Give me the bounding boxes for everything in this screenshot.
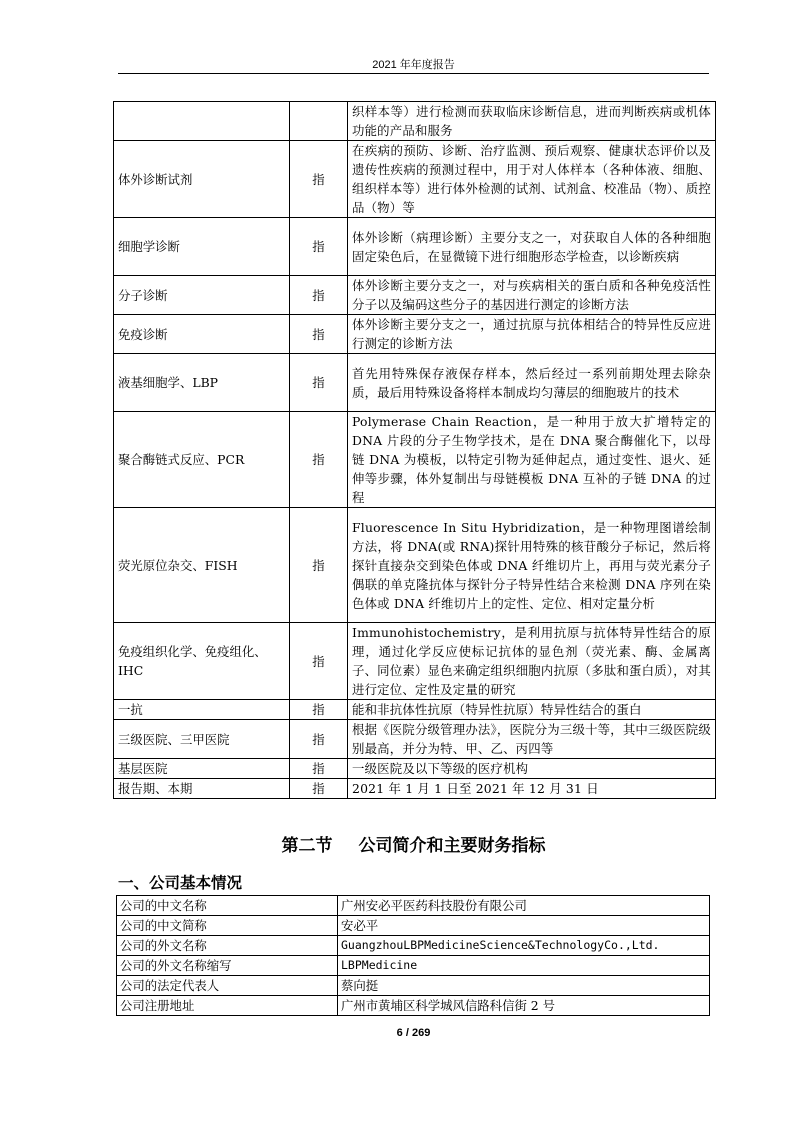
info-value: 广州市黄埔区科学城风信路科信街 2 号 — [338, 996, 710, 1016]
term-cell: 细胞学诊断 — [114, 218, 290, 276]
definition-cell: 体外诊断主要分支之一，对与疾病相关的蛋白质和各种免疫活性分子以及编码这些分子的基因进行测定的诊断方法 — [348, 276, 716, 315]
report-header-title: 2021 年年度报告 — [372, 59, 455, 71]
refers-to-cell: 指 — [290, 779, 348, 799]
term-cell: 免疫组织化学、免疫组化、IHC — [114, 623, 290, 700]
definition-cell: Fluorescence In Situ Hybridization，是一种物理图谱绘制方法，将 DNA(或 RNA)探针用特殊的核苷酸分子标记，然后将探针直接杂交到染色体或 DNA 纤维切片上，再用与荧光素分子偶联的单克隆抗体与探针分子特异性结合来检测 DNA 序列在染色体或 DNA 纤维切片上的定性、定位、相对定量分析 — [348, 508, 716, 623]
term-cell: 聚合酶链式反应、PCR — [114, 412, 290, 508]
info-label: 公司的法定代表人 — [117, 976, 338, 996]
definition-cell: Immunohistochemistry，是利用抗原与抗体特异性结合的原理，通过化学反应使标记抗体的显色剂（荧光素、酶、金属离子、同位素）显色来确定组织细胞内抗原（多肽和蛋白质），对其进行定位、定性及定量的研究 — [348, 623, 716, 700]
term-cell — [114, 102, 290, 141]
table-row — [114, 759, 716, 779]
refers-to-cell: 指 — [290, 412, 348, 508]
refers-to-cell: 指 — [290, 508, 348, 623]
table-row — [114, 141, 716, 218]
table-row — [114, 700, 716, 720]
definitions-table — [113, 101, 716, 799]
refers-to-cell: 指 — [290, 276, 348, 315]
table-row — [114, 779, 716, 799]
term-cell: 荧光原位杂交、FISH — [114, 508, 290, 623]
table-row — [117, 976, 710, 996]
info-label: 公司的外文名称缩写 — [117, 956, 338, 976]
info-value: 蔡向挺 — [338, 976, 710, 996]
table-row — [114, 623, 716, 700]
term-cell: 三级医院、三甲医院 — [114, 720, 290, 759]
refers-to-cell: 指 — [290, 354, 348, 412]
table-row — [117, 996, 710, 1016]
refers-to-cell — [290, 102, 348, 141]
definition-cell: 能和非抗体性抗原（特异性抗原）特异性结合的蛋白 — [348, 700, 716, 720]
table-row — [117, 936, 710, 956]
definition-cell: 一级医院及以下等级的医疗机构 — [348, 759, 716, 779]
table-row — [114, 412, 716, 508]
info-value: GuangzhouLBPMedicineScience&TechnologyCo.,Ltd. — [338, 936, 710, 956]
table-row — [114, 276, 716, 315]
term-cell: 液基细胞学、LBP — [114, 354, 290, 412]
company-info-table — [116, 895, 710, 1016]
refers-to-cell: 指 — [290, 315, 348, 354]
section-title: 公司简介和主要财务指标 — [358, 836, 546, 856]
table-row — [114, 720, 716, 759]
subsection-heading: 一、公司基本情况 — [118, 874, 243, 892]
page-number: 6 / 269 — [396, 1027, 431, 1039]
term-cell: 免疫诊断 — [114, 315, 290, 354]
table-row — [114, 354, 716, 412]
term-cell: 一抗 — [114, 700, 290, 720]
refers-to-cell: 指 — [290, 720, 348, 759]
definition-cell: 根据《医院分级管理办法》，医院分为三级十等，其中三级医院级别最高，并分为特、甲、乙、丙四等 — [348, 720, 716, 759]
refers-to-cell: 指 — [290, 700, 348, 720]
info-label: 公司的中文名称 — [117, 896, 338, 916]
definition-cell: 2021 年 1 月 1 日至 2021 年 12 月 31 日 — [348, 779, 716, 799]
info-label: 公司注册地址 — [117, 996, 338, 1016]
term-cell: 基层医院 — [114, 759, 290, 779]
table-row — [117, 896, 710, 916]
table-row — [117, 956, 710, 976]
info-label: 公司的外文名称 — [117, 936, 338, 956]
table-row — [114, 508, 716, 623]
refers-to-cell: 指 — [290, 141, 348, 218]
info-label: 公司的中文简称 — [117, 916, 338, 936]
definition-cell: 体外诊断主要分支之一，通过抗原与抗体相结合的特异性反应进行测定的诊断方法 — [348, 315, 716, 354]
table-row — [117, 916, 710, 936]
info-value: LBPMedicine — [338, 956, 710, 976]
definition-cell: Polymerase Chain Reaction，是一种用于放大扩增特定的 DNA 片段的分子生物学技术，是在 DNA 聚合酶催化下，以母链 DNA 为模板，以特定引物为延伸起点，通过变性、退火、延伸等步骤，体外复制出与母链模板 DNA 互补的子链 DNA 的过程 — [348, 412, 716, 508]
section-number: 第二节 — [281, 836, 333, 856]
header-divider — [118, 73, 709, 74]
table-row — [114, 315, 716, 354]
table-row — [114, 102, 716, 141]
refers-to-cell: 指 — [290, 218, 348, 276]
term-cell: 分子诊断 — [114, 276, 290, 315]
refers-to-cell: 指 — [290, 623, 348, 700]
definition-cell: 体外诊断（病理诊断）主要分支之一，对获取自人体的各种细胞固定染色后，在显微镜下进行细胞形态学检查，以诊断疾病 — [348, 218, 716, 276]
table-row — [114, 218, 716, 276]
refers-to-cell: 指 — [290, 759, 348, 779]
definition-cell: 首先用特殊保存液保存样本，然后经过一系列前期处理去除杂质，最后用特殊设备将样本制成均匀薄层的细胞玻片的技术 — [348, 354, 716, 412]
info-value: 安必平 — [338, 916, 710, 936]
info-value: 广州安必平医药科技股份有限公司 — [338, 896, 710, 916]
definition-cell: 在疾病的预防、诊断、治疗监测、预后观察、健康状态评价以及遗传性疾病的预测过程中，用于对人体样本（各种体液、细胞、组织样本等）进行体外检测的试剂、试剂盒、校准品（物）、质控品（物）等 — [348, 141, 716, 218]
definition-cell: 织样本等）进行检测而获取临床诊断信息，进而判断疾病或机体功能的产品和服务 — [348, 102, 716, 141]
section-heading — [118, 831, 709, 856]
term-cell: 体外诊断试剂 — [114, 141, 290, 218]
term-cell: 报告期、本期 — [114, 779, 290, 799]
